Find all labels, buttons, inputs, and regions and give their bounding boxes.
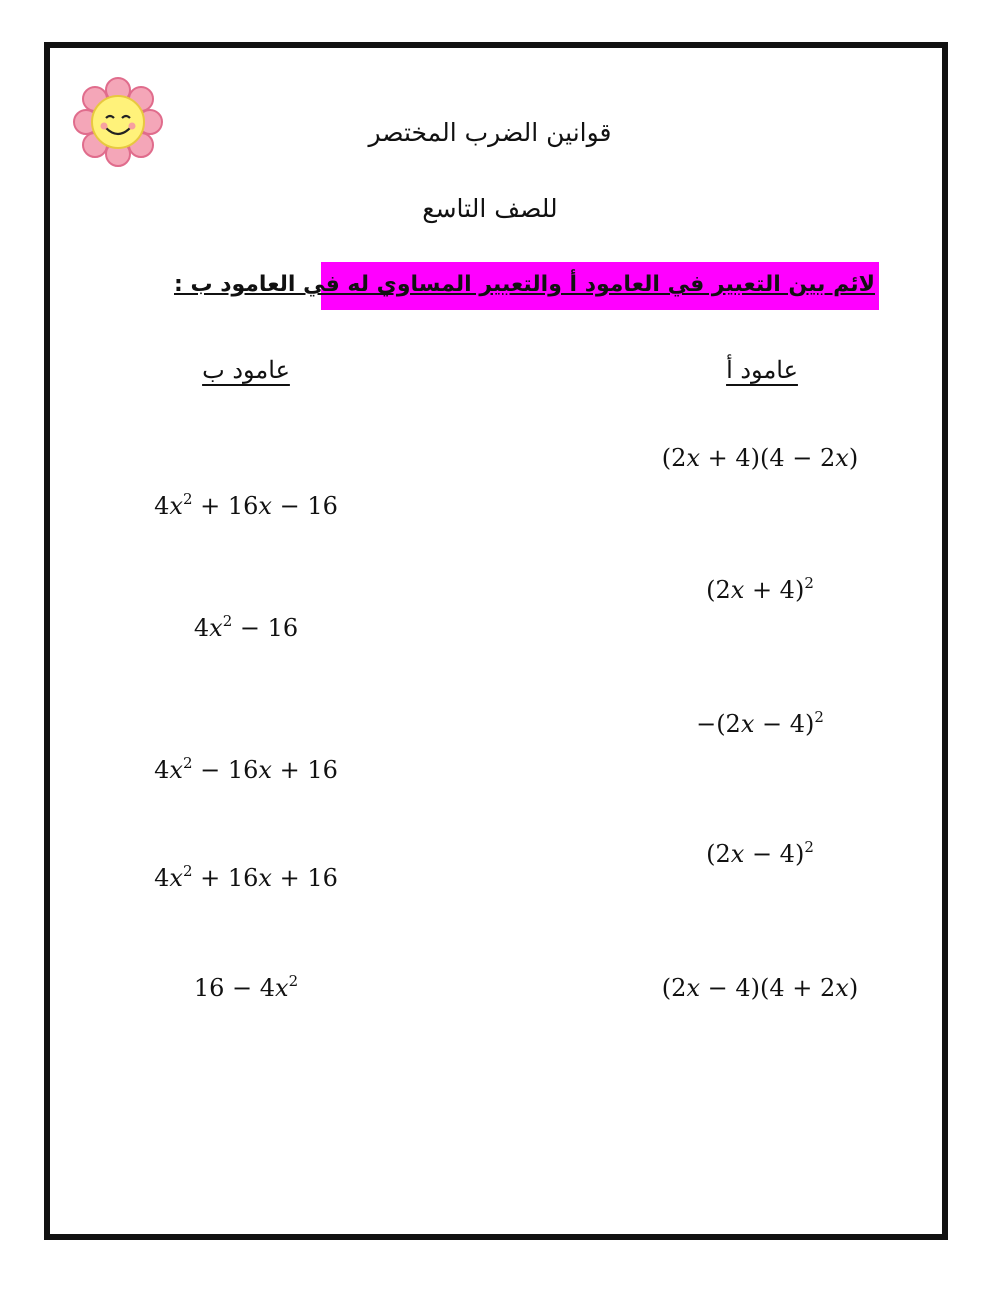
column-a-item: $(2x + 4)^2$ (706, 574, 814, 604)
column-b-item: $4x^2 - 16$ (193, 612, 299, 642)
column-b-item: $4x^2 + 16x - 16$ (154, 490, 338, 520)
column-b-header: عامود ب (202, 356, 290, 384)
column-a-item: (2x − 4)(4 + 2x) (661, 974, 859, 1002)
column-a-item: $(2x - 4)^2$ (706, 838, 814, 868)
column-a-item: $-(2x - 4)^2$ (696, 708, 824, 738)
column-b-item: $4x^2 - 16x + 16$ (154, 754, 338, 784)
page-title: قوانين الضرب المختصر (368, 118, 612, 147)
smiling-flower-icon (72, 76, 164, 168)
instruction-banner (174, 262, 879, 310)
column-a-header: عامود أ (726, 356, 798, 384)
column-b-item: $4x^2 + 16x + 16$ (154, 862, 338, 892)
instruction-text: لائم بين التعبير في العامود أ والتعبير المساوي له في العامود ب : (174, 272, 875, 297)
column-b-item: $16 - 4x^2$ (193, 972, 299, 1002)
page-subtitle: للصف التاسع (422, 194, 558, 223)
column-a-item: (2x + 4)(4 − 2x) (661, 444, 859, 472)
